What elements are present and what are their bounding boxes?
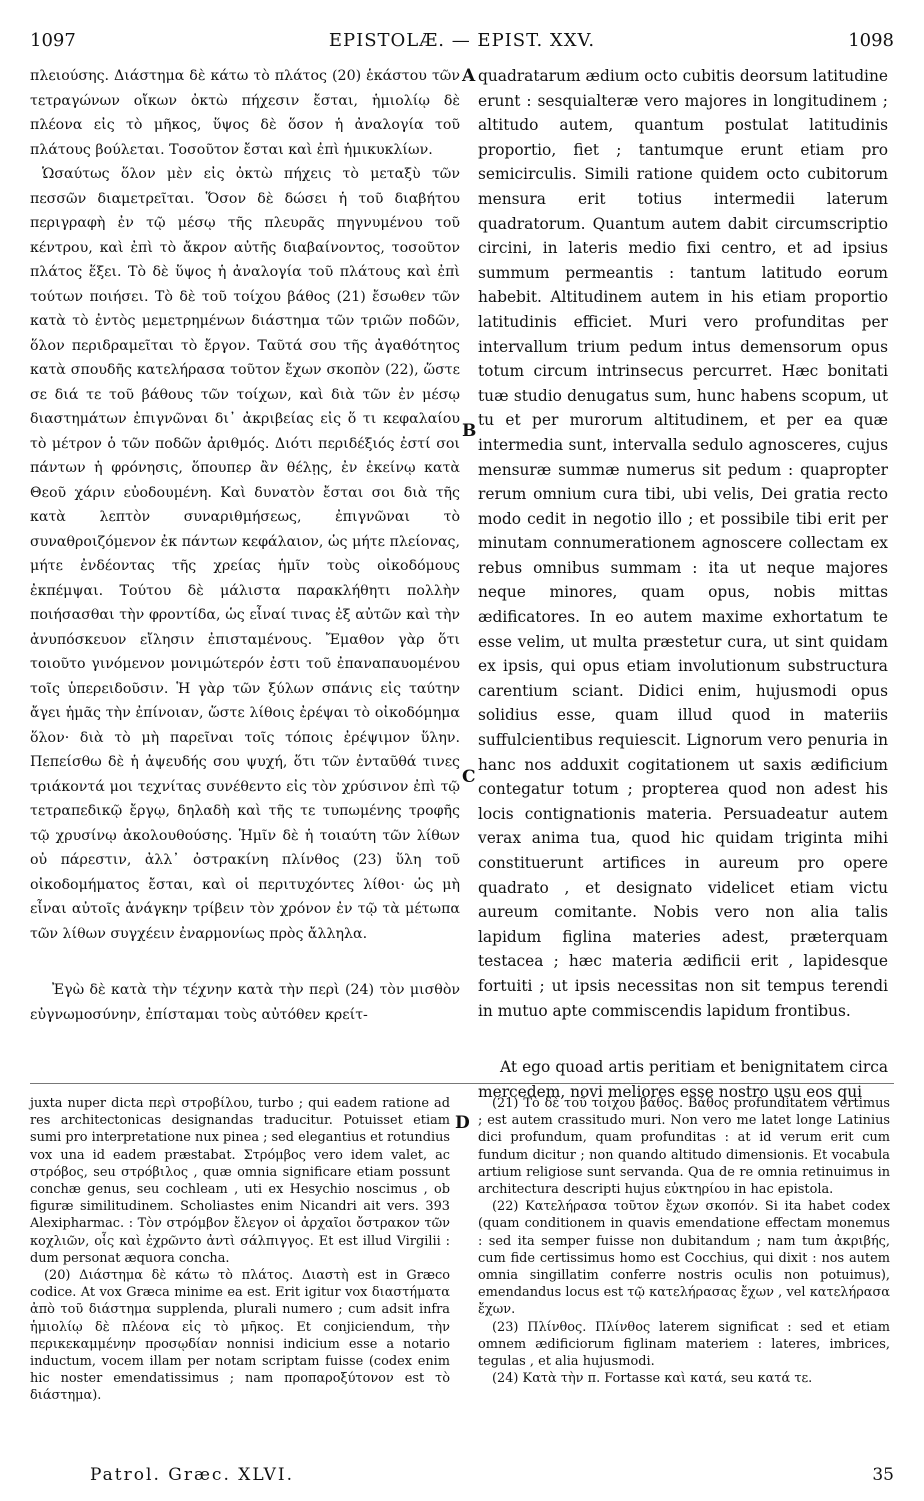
margin-marker-b: B <box>462 421 477 441</box>
margin-marker-c: C <box>462 767 476 787</box>
footnote: (24) Κατὰ τὴν π. Fortasse καὶ κατά, seu κατά τε. <box>492 1371 813 1387</box>
footnotes-left <box>30 1095 450 1405</box>
latin-paragraph: At ego quoad artis peritiam et benignitatem circa mercedem, novi meliores esse nostro usu eos qui <box>478 1058 888 1101</box>
margin-marker-d: D <box>455 1113 470 1133</box>
series-signature: Patrol. Græc. XLVI. <box>90 1465 295 1485</box>
greek-paragraph: Ὡσαύτως ὅλον μὲν εἰς ὀκτὼ πήχεις τὸ μεταξὺ τῶν πεσσῶν διαμετρεῖται. Ὅσον δὲ δώσει ἡ τοῦ διαβήτου περιγραφὴ ἐν τῷ μέσῳ τῆς πλευρᾶς πηγνυμένου τοῦ κέντρου, καὶ ἐπὶ τὸ ἄκρον αὐτῆς διαβαίνοντος, τοσοῦτον πλάτος ἕξει. Τὸ δὲ ὕψος ἡ ἀναλογία τοῦ πλάτους καὶ ἐπὶ τούτων ποιήσει. Τὸ δὲ τοῦ τοίχου βάθος (21) ἔσωθεν τῶν κατὰ τὸ ἐντὸς μεμετρημένων διάστημα τῶν τριῶν ποδῶν, ὅλον περιδραμεῖται τὸ ἔργον. Ταῦτά σου τῆς ἀγαθότητος κατὰ σπουδῆς κατελήρασα τοῦτον ἔχων σκοπὸν (22), ὥστε σε διά τε τοῦ βάθους τῶν τοίχων, καὶ διὰ τῶν ἐν μέσῳ διαστημάτων ἐπιγνῶναι δι᾽ ἀκριβείας εἰς ὅ τι κεφαλαίου τὸ μέτρον ὁ τῶν ποδῶν ἀριθμός. Διότι περιδέξιός ἐστί σοι πάντων ἡ φρόνησις, ὅπουπερ ἂν θέλῃς, ἐν ἐκείνῳ κατὰ Θεοῦ χάριν εὐοδουμένη. Καὶ δυνατὸν ἔσται σοι διὰ τῆς κατὰ λεπτὸν συναριθμήσεως, ἐπιγνῶναι τὸ συναθροιζόμενον ἐκ πάντων κεφάλαιον, ὡς μήτε πλείονας, μήτε ἐνδέοντας τῆς χρείας ἡμῖν τοὺς οἰκοδόμους ἐκπέμψαι. Τούτου δὲ μάλιστα παρακλήθητι πολλὴν ποιήσασθαι τὴν φροντίδα, ὡς εἶναί τινας ἐξ αὐτῶν καὶ τὴν ἀνυπόσκευον εἴλησιν ἐπισταμένους. Ἔμαθον γὰρ ὅτι τοιοῦτο γινόμενον μονιμώτερόν ἐστι τοῦ ἐπαναπαυομένου τοῖς ὑπερειδοῦσιν. Ἡ γὰρ τῶν ξύλων σπάνις εἰς ταύτην ἄγει ἡμᾶς τὴν ἐπίνοιαν, ὥστε λίθοις ἐρέψαι τὸ οἰκοδόμημα ὅλον· διὰ τὸ μὴ παρεῖναι τοῖς τόποις ἐρέψιμον ὕλην. Πεπείσθω δὲ ἡ ἀψευδής σου ψυχή, ὅτι τῶν ἐνταῦθά τινες τριάκοντά μοι τεχνίτας συνέθεντο εἰς τὸν χρύσινον ἐπὶ τῷ τετραπεδικῷ ἔργῳ, δηλαδὴ καὶ τῆς τε τυπωμένης τροφῆς τῷ χρυσίνῳ ἀκολουθούσης. Ἡμῖν δὲ ἡ τοιαύτη τῶν λίθων οὐ πάρεστιν, ἀλλ᾽ ὀστρακίνη πλίνθος (23) ὕλη τοῦ οἰκοδομήματος ἔσται, καὶ οἱ περιτυχόντες λίθοι· ὡς μὴ εἶναι αὐτοῖς ἀνάγκην τρίβειν τὸν χρόνον ἐν τῷ τὰ μέτωπα τῶν λίθων συγχέειν ἐναρμονίως πρὸς ἄλληλα. <box>30 166 460 942</box>
greek-column <box>30 64 460 1027</box>
greek-paragraph: Ἐγὼ δὲ κατὰ τὴν τέχνην κατὰ τὴν περὶ (24) τὸν μισθὸν εὐγνωμοσύνην, ἐπίσταμαι τοὺς αὐτόθεν κρείτ- <box>30 982 460 1023</box>
left-page-number: 1097 <box>30 30 76 51</box>
footnote: (22) Κατελήρασα τοῦτον ἔχων σκοπόν. Si ita habet codex (quam conditionem in quavis emendatione effectam monemus : sed ita semper fuisse non dubitandum ; nam tum ἀκριβής, cum fide certissimus homo est Cocchius, qui dixit : nos autem omnia singillatim conferre nostris oculis non potuimus), emendandus locus est τῷ κατελήρασας ἔχων , vel κατελήρασα ἔχων. <box>478 1199 890 1318</box>
footnote: juxta nuper dicta περὶ στροβίλου, turbo ; qui eadem ratione ad res architectonicas designandas traducitur. Potuisset etiam sumi pro interpretatione nux pinea ; sed elegantius et rotundius vox una id eadem præstabat. Στρόμβος vero idem valet, ac στρόβος, seu στρόβιλος , quæ omnia significare etiam possunt conchæ genus, seu cochleam , uti ex Hesychio noscimus , ob figuræ similitudinem. Scholiastes enim Nicandri ait vers. 393 Alexipharmac. : Τὸν στρόμβον ἔλεγον οἱ ἀρχαῖοι ὄστρακον τῶν κοχλιῶν, οἷς καὶ ἐχρῶντο ἀντὶ σάλπιγγος. Et est illud Virgilii : dum personat æquora concha. <box>30 1096 450 1266</box>
notes-divider <box>30 1083 894 1084</box>
footnote: (23) Πλίνθος. Πλίνθος laterem significat : sed et etiam omnem ædificiorum figlinam materiem : lateres, imbrices, tegulas , et alia hujusmodi. <box>478 1319 890 1370</box>
footnotes-right <box>478 1095 890 1387</box>
latin-paragraph: quadratarum ædium octo cubitis deorsum latitudine erunt : sesquialteræ vero majores in longitudinem ; altitudo autem, quantum postulat latitudinis proportio, fiet ; tantumque erunt etiam pro semicirculis. Simili ratione quidem octo cubitorum mensura erit totius intermedii laterum quadratorum. Quantum autem dabit circumscriptio circini, in lateris medio fixi centro, et ad ipsius summum permeantis : tantum latitudo eorum habebit. Altitudinem autem in his etiam proportio latitudinis efficiet. Muri vero profunditas per intervallum trium pedum intus demensorum opus totum circum intrinsecus percurret. Hæc bonitati tuæ studio denugatus sum, hunc habens scopum, ut tu et per murorum altitudinem, et per ea quæ intermedia sunt, intervalla sedulo agnosceres, cujus mensuræ summæ numerus sit pedum : quapropter rerum omnium cura tibi, ubi velis, Dei gratia recto modo cedit in negotio illo ; et possibile tibi erit per minutam connumerationem agnoscere collectam ex rebus omnibus summam : ita ut neque majores neque minores, quam opus, nobis mittas ædificatores. In eo autem maxime exhortatum te esse velim, ut multa præstetur cura, ut sint quidam ex ipsis, qui opus etiam involutionum substructura carentium sciant. Didici enim, hujusmodi opus solidius esse, quam illud quod in materiis suffulcientibus requiescit. Lignorum vero penuria in hanc nos adduxit cogitationem ut saxis ædificium contegatur totum ; propterea quod non adest his locis contignationis materia. Persuadeatur autem verax anima tua, quod hic quidam triginta mihi constituerunt artifices in aureum pro opere quadrato , et designato videlicet etiam victu aureum comitante. Nobis vero non alia talis lapidum figlina materies adest, præterquam testacea ; hæc materia ædificii erit , lapidesque fortuiti ; ut ipsis necessitas non sit tempus terendi in mutuo apte commiscendis lapidum frontibus. <box>478 67 888 1020</box>
footnote: (21) Τὸ δὲ τοῦ τοίχου βάθος. Βάθος profunditatem vertimus ; est autem crassitudo muri. Non vero me latet longe Latinius dici profundum, quam profunditas : at id verum erit cum fundum dicitur ; non quando altitudo dimensionis. Et vocabula artium religiose sunt servanda. Qua de re omnia retinuimus in architectura descripti hujus εὐκτηρίου in hac epistola. <box>478 1096 890 1198</box>
margin-marker-a: A <box>462 66 476 86</box>
right-page-number: 1098 <box>848 30 894 51</box>
latin-column <box>478 64 888 1104</box>
signature-number: 35 <box>872 1465 894 1485</box>
greek-paragraph: πλειούσης. Διάστημα δὲ κάτω τὸ πλάτος (20) ἑκάστου τῶν τετραγώνων οἴκων ὀκτὼ πήχεσιν ἔσται, ἡμιολίῳ δὲ πλέονα εἰς τὸ μῆκος, ὕψος δὲ ὅσον ἡ ἀναλογία τοῦ πλάτους βούλεται. Τοσοῦτον ἔσται καὶ ἐπὶ ἡμικυκλίων. <box>30 68 460 158</box>
footnote: (20) Διάστημα δὲ κάτω τὸ πλάτος. Διαστὴ est in Græco codice. At vox Græca minime ea est. Erit igitur vox διαστήματα ἀπὸ τοῦ διάστημα supplenda, plurali numero ; cum adsit infra ἡμιολίῳ δὲ πλέονα εἰς τὸ μῆκος. Et conjiciendum, τὴν περικεκαμμένην προσῳδίαν nonnisi indicium esse a notario inductum, vocem illam per notam scriptam fuisse (codex enim hic noster emendatissimus ; nam προπαροξύτονον est τὸ διάστημα). <box>30 1268 450 1404</box>
page-header <box>30 30 894 56</box>
running-title: EPISTOLÆ. — EPIST. XXV. <box>328 30 596 51</box>
